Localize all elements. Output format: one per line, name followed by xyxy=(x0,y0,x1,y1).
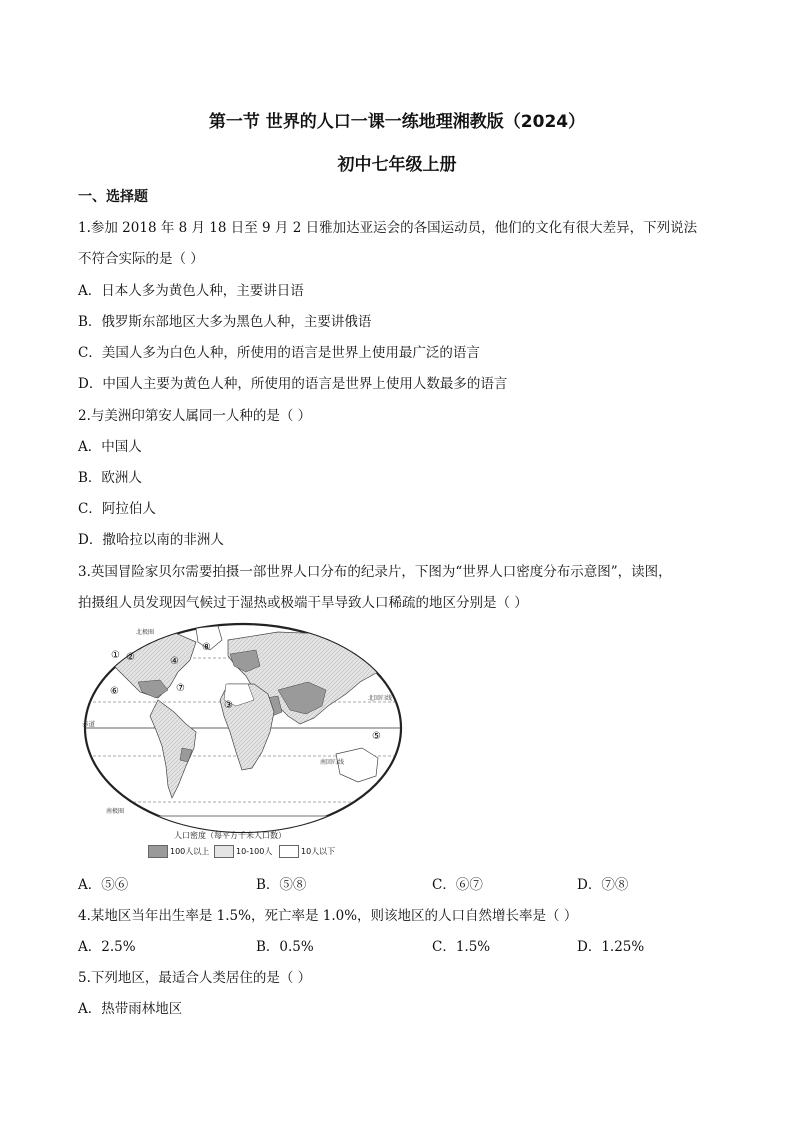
question-3-option-b: B．⑤⑧ xyxy=(256,877,307,893)
legend-label-low: 10人以下 xyxy=(301,847,336,856)
tropic-south-label: 南回归线 xyxy=(320,759,345,766)
question-4-option-c: C．1.5% xyxy=(432,939,491,955)
page-title: 第一节 世界的人口一课一练地理湘教版（2024） xyxy=(208,112,586,132)
arctic-circle-label: 北极圈 xyxy=(136,629,155,636)
antarctic-circle-label: 南极圈 xyxy=(106,808,125,815)
question-5-option-a: A．热带雨林地区 xyxy=(78,1001,183,1017)
legend-item-high xyxy=(148,845,209,858)
equator-label: 赤道 xyxy=(82,720,95,728)
tropic-north-label: 北回归线 xyxy=(368,695,393,702)
world-population-density-map xyxy=(78,620,413,860)
question-1-option-b: B．俄罗斯东部地区大多为黑色人种，主要讲俄语 xyxy=(78,314,372,330)
legend-item-low xyxy=(279,845,335,858)
marker-8: ⑧ xyxy=(202,642,211,653)
question-1-line-2: 不符合实际的是（ ） xyxy=(78,251,204,267)
question-2-option-a: A．中国人 xyxy=(78,439,142,455)
marker-1: ① xyxy=(111,650,120,661)
map-legend xyxy=(148,830,348,864)
marker-7: ⑦ xyxy=(176,683,185,694)
question-2-option-b: B．欧洲人 xyxy=(78,470,142,486)
legend-label-medium: 10-100人 xyxy=(236,847,273,856)
section-heading: 一、选择题 xyxy=(78,189,148,205)
legend-label-high: 100人以上 xyxy=(170,847,210,856)
question-2-line-1: 2.与美洲印第安人属同一人种的是（ ） xyxy=(78,408,312,424)
map-svg xyxy=(78,620,413,835)
question-3-line-1: 3.英国冒险家贝尔需要拍摄一部世界人口分布的纪录片，下图为“世界人口密度分布示意图”，读图， xyxy=(78,564,672,580)
question-3-line-2: 拍摄组人员发现因气候过于湿热或极端干旱导致人口稀疏的地区分别是（ ） xyxy=(78,595,528,611)
question-3-option-a: A．⑤⑥ xyxy=(78,877,129,893)
page-subtitle: 初中七年级上册 xyxy=(337,155,457,175)
marker-3: ③ xyxy=(224,700,233,711)
question-5-line-1: 5.下列地区，最适合人类居住的是（ ） xyxy=(78,970,312,986)
marker-6: ⑥ xyxy=(110,686,119,697)
question-2-option-c: C．阿拉伯人 xyxy=(78,501,156,517)
question-4-option-a: A．2.5% xyxy=(78,939,136,955)
question-1-option-a: A．日本人多为黄色人种，主要讲日语 xyxy=(78,283,304,299)
marker-4: ④ xyxy=(170,656,179,667)
legend-swatch-low xyxy=(279,845,299,858)
question-3-option-d: D．⑦⑧ xyxy=(577,877,629,893)
question-4-option-d: D．1.25% xyxy=(577,939,645,955)
legend-swatch-medium xyxy=(214,845,234,858)
marker-5: ⑤ xyxy=(372,731,381,742)
question-4-option-b: B．0.5% xyxy=(256,939,314,955)
question-4-line-1: 4.某地区当年出生率是 1.5%，死亡率是 1.0%，则该地区的人口自然增长率是（ ） xyxy=(78,908,578,924)
question-2-option-d: D．撒哈拉以南的非洲人 xyxy=(78,532,224,548)
marker-2: ② xyxy=(126,652,135,663)
legend-swatch-high xyxy=(148,845,168,858)
question-1-line-1: 1.参加 2018 年 8 月 18 日至 9 月 2 日雅加达亚运会的各国运动员，他们的文化有很大差异，下列说法 xyxy=(78,220,698,236)
legend-title: 人口密度（每平方千米人口数） xyxy=(174,831,286,840)
question-1-option-c: C．美国人多为白色人种，所使用的语言是世界上使用最广泛的语言 xyxy=(78,345,480,361)
question-3-option-c: C．⑥⑦ xyxy=(432,877,483,893)
legend-item-medium xyxy=(214,845,272,858)
question-1-option-d: D．中国人主要为黄色人种，所使用的语言是世界上使用人数最多的语言 xyxy=(78,376,508,392)
